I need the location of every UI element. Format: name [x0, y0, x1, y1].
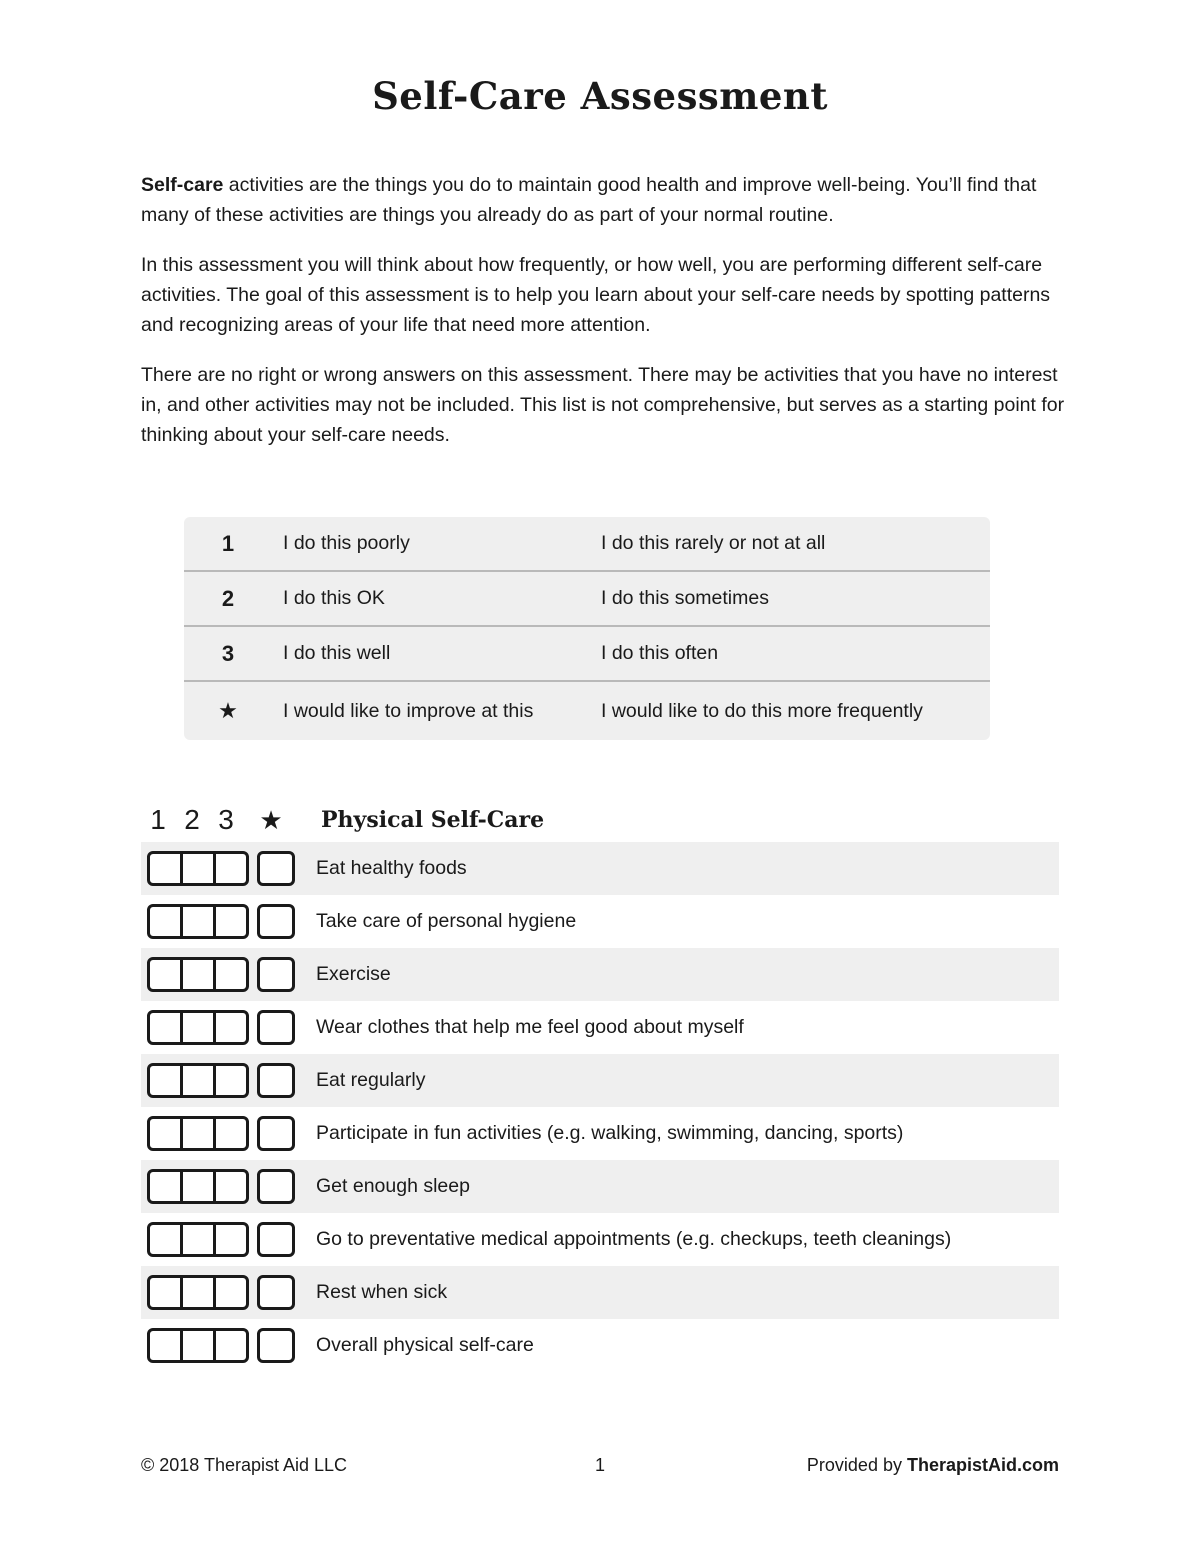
legend-quality: I do this OK: [283, 587, 385, 609]
legend-frequency: I do this rarely or not at all: [601, 532, 826, 554]
checkbox-1[interactable]: [150, 1172, 180, 1201]
checkbox-star[interactable]: [257, 904, 295, 939]
page-footer: [141, 1455, 1059, 1476]
rating-checkboxes: [147, 957, 249, 992]
item-label: Exercise: [316, 963, 391, 985]
checkbox-2[interactable]: [180, 1172, 213, 1201]
checkbox-2[interactable]: [180, 1331, 213, 1360]
checkbox-1[interactable]: [150, 907, 180, 936]
legend-quality: I do this well: [283, 642, 391, 664]
legend-quality: I do this poorly: [283, 532, 410, 554]
checkbox-1[interactable]: [150, 854, 180, 883]
rating-checkboxes: [147, 1010, 249, 1045]
intro-paragraph-2: In this assessment you will think about how frequently, or how well, you are performing different self-care activities. The goal of this assessment is to help you learn about your self-care needs by spotting patterns and recognizing areas of your life that need more attention.: [141, 254, 1051, 336]
checkbox-star[interactable]: [257, 851, 295, 886]
item-label: Wear clothes that help me feel good about myself: [316, 1016, 744, 1038]
checkbox-star[interactable]: [257, 1116, 295, 1151]
page-number: 1: [594, 1455, 605, 1475]
provided-by-label: Provided by: [806, 1455, 907, 1475]
list-item: [141, 895, 1059, 948]
legend-key: 3: [221, 640, 235, 666]
checkbox-2[interactable]: [180, 1013, 213, 1042]
checkbox-3[interactable]: [213, 1119, 246, 1148]
intro-paragraph-1: [141, 170, 1066, 230]
legend-frequency: I would like to do this more frequently: [601, 699, 923, 722]
legend-key: 1: [221, 530, 235, 556]
item-label: Participate in fun activities (e.g. walking, swimming, dancing, sports): [316, 1122, 904, 1144]
rating-checkboxes: [147, 904, 249, 939]
legend-quality: I would like to improve at this: [283, 699, 534, 722]
column-header-1: 1: [150, 804, 166, 835]
checkbox-3[interactable]: [213, 907, 246, 936]
checkbox-3[interactable]: [213, 854, 246, 883]
list-item: [141, 1319, 1059, 1372]
section-title: Physical Self-Care: [321, 807, 545, 833]
rating-checkboxes: [147, 1063, 249, 1098]
intro-bold-term: Self-care: [141, 174, 224, 196]
list-item: [141, 1266, 1059, 1319]
checkbox-2[interactable]: [180, 854, 213, 883]
copyright: © 2018 Therapist Aid LLC: [141, 1455, 348, 1475]
item-label: Get enough sleep: [316, 1175, 470, 1197]
list-item: [141, 948, 1059, 1001]
legend-row: [184, 572, 990, 627]
item-label: Overall physical self-care: [316, 1334, 534, 1356]
rating-checkboxes: [147, 1222, 249, 1257]
list-item: [141, 1107, 1059, 1160]
rating-checkboxes: [147, 1275, 249, 1310]
page-title: Self-Care Assessment: [372, 74, 828, 118]
provided-by: [759, 1455, 1059, 1476]
checkbox-2[interactable]: [180, 1119, 213, 1148]
star-icon: ★: [218, 698, 238, 723]
rating-checkboxes: [147, 1169, 249, 1204]
checkbox-3[interactable]: [213, 1278, 246, 1307]
checkbox-1[interactable]: [150, 1119, 180, 1148]
checkbox-star[interactable]: [257, 957, 295, 992]
checkbox-3[interactable]: [213, 1331, 246, 1360]
item-label: Rest when sick: [316, 1281, 448, 1303]
checkbox-star[interactable]: [257, 1063, 295, 1098]
checkbox-1[interactable]: [150, 960, 180, 989]
checklist: [141, 842, 1059, 1372]
intro-text: [141, 170, 1066, 470]
checkbox-star[interactable]: [257, 1222, 295, 1257]
checkbox-2[interactable]: [180, 960, 213, 989]
checkbox-3[interactable]: [213, 1013, 246, 1042]
list-item: [141, 1213, 1059, 1266]
checkbox-1[interactable]: [150, 1066, 180, 1095]
checkbox-3[interactable]: [213, 1225, 246, 1254]
list-item: [141, 1160, 1059, 1213]
section-header: [141, 800, 1059, 840]
rating-legend: [184, 517, 990, 740]
checkbox-star[interactable]: [257, 1328, 295, 1363]
legend-row: [184, 682, 990, 740]
legend-row: [184, 627, 990, 682]
item-label: Go to preventative medical appointments (e.g. checkups, teeth cleanings): [316, 1228, 952, 1250]
checkbox-2[interactable]: [180, 1225, 213, 1254]
item-label: Eat healthy foods: [316, 857, 467, 879]
rating-checkboxes: [147, 851, 249, 886]
list-item: [141, 1054, 1059, 1107]
legend-key: 2: [221, 585, 235, 611]
checkbox-star[interactable]: [257, 1275, 295, 1310]
checkbox-1[interactable]: [150, 1331, 180, 1360]
star-icon: ★: [259, 804, 283, 835]
checkbox-1[interactable]: [150, 1225, 180, 1254]
intro-paragraph-3: There are no right or wrong answers on this assessment. There may be activities that you have no interest in, and other activities may not be included. This list is not comprehensive, but serves as a starting point for thinking about your self-care needs.: [141, 364, 1065, 446]
checkbox-2[interactable]: [180, 1066, 213, 1095]
rating-checkboxes: [147, 1116, 249, 1151]
intro-paragraph-1-text: activities are the things you do to maintain good health and improve well-being. You’ll find that many of these activities are things you already do as part of your normal routine.: [141, 174, 1037, 226]
checkbox-1[interactable]: [150, 1278, 180, 1307]
list-item: [141, 842, 1059, 895]
item-label: Eat regularly: [316, 1069, 426, 1091]
checkbox-2[interactable]: [180, 1278, 213, 1307]
checkbox-1[interactable]: [150, 1013, 180, 1042]
item-label: Take care of personal hygiene: [316, 910, 577, 932]
checkbox-3[interactable]: [213, 1066, 246, 1095]
checkbox-star[interactable]: [257, 1010, 295, 1045]
provider-link[interactable]: TherapistAid.com: [906, 1455, 1059, 1475]
checkbox-3[interactable]: [213, 1172, 246, 1201]
column-header-3: 3: [218, 804, 234, 835]
checkbox-2[interactable]: [180, 907, 213, 936]
legend-frequency: I do this often: [601, 642, 719, 664]
legend-frequency: I do this sometimes: [601, 587, 769, 609]
rating-checkboxes: [147, 1328, 249, 1363]
legend-row: [184, 517, 990, 572]
checkbox-star[interactable]: [257, 1169, 295, 1204]
column-header-2: 2: [184, 804, 200, 835]
list-item: [141, 1001, 1059, 1054]
checkbox-3[interactable]: [213, 960, 246, 989]
